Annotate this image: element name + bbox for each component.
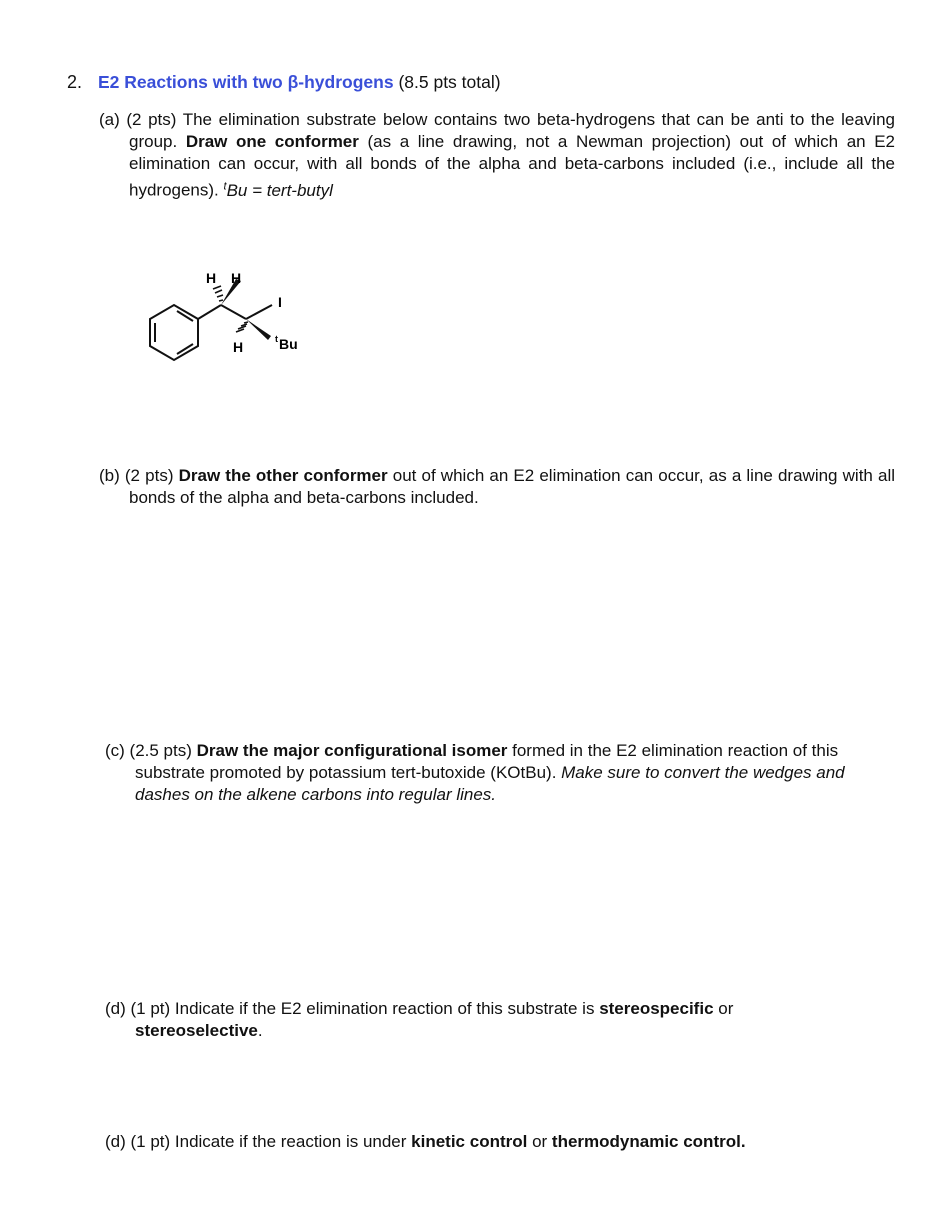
part-d1-label: (d) (1 pt) Indicate if the E2 elimination reaction of this substrate is (105, 999, 600, 1018)
part-d2-bold1: kinetic control (411, 1132, 528, 1151)
beta-alpha-bond (221, 305, 246, 319)
question-number: 2. (67, 72, 83, 92)
part-d2-or: or (527, 1132, 552, 1151)
ring-to-beta-bond (198, 305, 221, 319)
part-b-label: (b) (2 pts) (99, 466, 179, 485)
question-title-text: E2 Reactions with two β-hydrogens (98, 72, 394, 92)
part-a-label: (a) (2 pts) The elimination substrate below contains two beta-hydrogens that can be anti to the leaving group. (99, 110, 895, 151)
label-h-top-right: H (231, 270, 242, 286)
part-d1-text (105, 998, 855, 1042)
part-d1-or: or (713, 999, 734, 1018)
substrate-structure (140, 262, 320, 372)
part-a-rest: (as a line drawing, not a Newman projection) out of which an E2 elimination can occur, with all bonds of the alpha and beta-carbons included (i.e., include all the hydrogens). (129, 132, 895, 200)
c-i-bond (246, 305, 272, 319)
part-b-text (99, 465, 895, 509)
part-d2-text (105, 1131, 885, 1153)
part-d2-label: (d) (1 pt) Indicate if the reaction is under (105, 1132, 412, 1151)
label-h-top-left: H (206, 270, 217, 286)
part-d1-bold2: stereoselective (135, 1021, 258, 1040)
part-c-rest: formed in the E2 elimination reaction of this substrate promoted by potassium tert-butoxide (KOtBu). (135, 741, 839, 782)
wedge-bond-tbu (246, 319, 271, 340)
part-a-italic: Bu = tert-butyl (226, 180, 333, 200)
part-c-text (105, 740, 895, 806)
part-d1-bold1: stereospecific (599, 999, 714, 1018)
dash-bond-top-left (213, 286, 223, 301)
part-b-rest: out of which an E2 elimination can occur, as a line drawing with all bonds of the alpha and beta-carbons included. (129, 466, 895, 507)
benzene-ring (150, 305, 198, 360)
part-b-bold: Draw the other conformer (178, 466, 388, 485)
dash-bond-bottom-h (236, 322, 248, 332)
label-iodine: I (278, 294, 282, 310)
part-a-text (99, 109, 895, 202)
part-a-sup: t (223, 180, 227, 192)
part-c-label: (c) (2.5 pts) (105, 741, 197, 760)
part-d2-bold2: thermodynamic control. (551, 1132, 746, 1151)
part-a-bold: Draw one conformer (185, 132, 359, 151)
label-h-bottom: H (233, 339, 244, 355)
label-tbu-sup: t (275, 334, 278, 344)
part-c-bold: Draw the major configurational isomer (196, 741, 508, 760)
part-c-italic: Make sure to convert the wedges and dashes on the alkene carbons into regular lines. (135, 763, 845, 804)
question-points: (8.5 pts total) (393, 72, 501, 92)
part-d1-end: . (257, 1021, 263, 1040)
label-tbu: Bu (279, 336, 298, 352)
question-title (98, 72, 501, 93)
